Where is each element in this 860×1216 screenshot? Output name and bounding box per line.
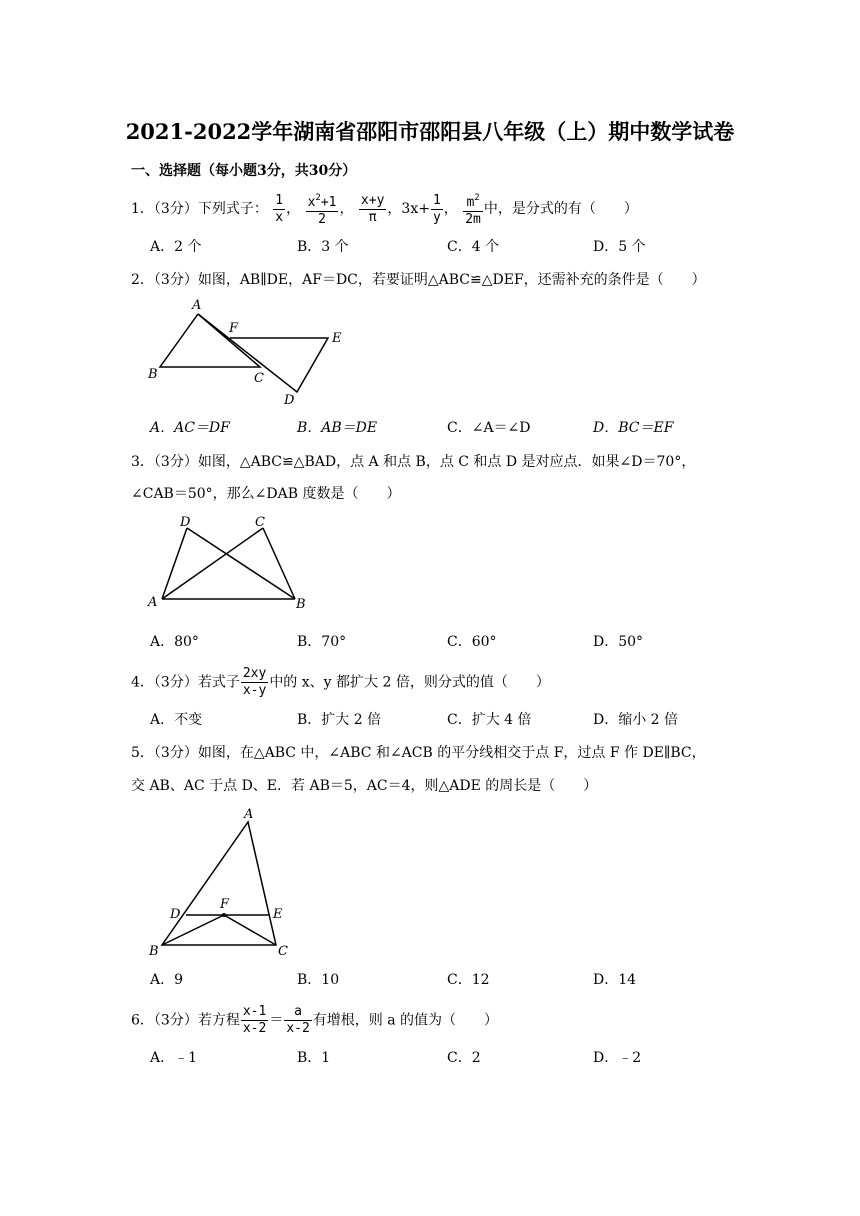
label-b: B bbox=[149, 944, 159, 959]
fraction-numerator: $x^2+1$ bbox=[306, 190, 339, 212]
question-5-line-2: 交 AB、AC 于点 D、E．若 AB＝5，AC＝4，则△ADE 的周长是（ ） bbox=[131, 778, 598, 794]
question-5-line-1: 5．（3分）如图，在△ABC 中，∠ABC 和∠ACB 的平分线相交于点 F，过点 F 作 DE∥BC， bbox=[131, 745, 706, 761]
option-d[interactable]: D．缩小 2 倍 bbox=[593, 712, 679, 728]
label-b: B bbox=[296, 597, 306, 612]
fraction-denominator: x bbox=[275, 209, 284, 225]
option-c[interactable]: C．∠A＝∠D bbox=[447, 420, 531, 436]
option-a[interactable]: A．AC＝DF bbox=[150, 420, 230, 436]
option-d[interactable]: D．﹣2 bbox=[593, 1050, 642, 1066]
fraction-denominator: π bbox=[368, 209, 377, 225]
option-d[interactable]: D．5 个 bbox=[593, 239, 646, 255]
option-a[interactable]: A．80° bbox=[150, 634, 199, 650]
fraction-denominator: 2m bbox=[465, 212, 481, 227]
question-6-tail: 有增根，则 a 的值为（ ） bbox=[312, 1012, 499, 1029]
label-f: F bbox=[229, 321, 239, 336]
option-a[interactable]: A．不变 bbox=[150, 712, 203, 728]
question-4-tail: 中的 x、y 都扩大 2 倍，则分式的值（ ） bbox=[269, 674, 550, 691]
option-c[interactable]: C．2 bbox=[447, 1050, 481, 1066]
segment-ad bbox=[162, 528, 187, 599]
fraction-1-over-y bbox=[431, 193, 443, 226]
option-b[interactable]: B．1 bbox=[297, 1050, 331, 1066]
label-b: B bbox=[148, 367, 158, 382]
equals-sign: ＝ bbox=[269, 1012, 284, 1029]
figure-q5 bbox=[140, 800, 310, 965]
fraction-numerator: $m^2$ bbox=[463, 190, 483, 212]
option-d[interactable]: D．BC＝EF bbox=[593, 420, 674, 436]
question-3-line-1: 3．（3分）如图，△ABC≌△BAD，点 A 和点 B，点 C 和点 D 是对应点．如果∠D＝70°， bbox=[131, 454, 696, 470]
triangle-abc bbox=[162, 822, 276, 945]
triangle-abc bbox=[160, 314, 260, 367]
label-d: D bbox=[170, 907, 181, 922]
fraction-1-over-x bbox=[273, 193, 285, 226]
fraction-numerator: 1 bbox=[275, 192, 284, 208]
option-b[interactable]: B．扩大 2 倍 bbox=[297, 712, 382, 728]
question-4 bbox=[131, 666, 550, 699]
question-1-lead: 1．（3分）下列式子： bbox=[131, 201, 268, 217]
question-1-tail: 中，是分式的有（ ） bbox=[483, 201, 638, 217]
section-heading: 一、选择题（每小题3分，共30分） bbox=[131, 163, 357, 179]
point-f bbox=[222, 913, 226, 917]
fraction-numerator: 2xy bbox=[242, 666, 267, 681]
question-3-line-2: ∠CAB＝50°，那么∠DAB 度数是（ ） bbox=[131, 486, 401, 502]
question-4-lead: 4．（3分）若式子 bbox=[131, 674, 240, 691]
option-b[interactable]: B．3 个 bbox=[297, 239, 349, 255]
label-c: C bbox=[254, 371, 264, 386]
fraction-numerator: x-1 bbox=[242, 1004, 267, 1019]
option-d[interactable]: D．14 bbox=[593, 972, 637, 988]
fraction-numerator: x+y bbox=[360, 192, 385, 208]
label-a: A bbox=[244, 807, 254, 822]
option-b[interactable]: B．70° bbox=[297, 634, 347, 650]
figure-q2 bbox=[140, 292, 360, 412]
fraction-denominator: x-y bbox=[242, 683, 267, 698]
label-f: F bbox=[220, 897, 230, 912]
fraction-a-over-x-minus-2 bbox=[284, 1004, 311, 1037]
question-2-text: 2．（3分）如图，AB∥DE，AF＝DC，若要证明△ABC≌△DEF，还需补充的条件是（ ） bbox=[131, 272, 706, 288]
option-c[interactable]: C．12 bbox=[447, 972, 490, 988]
label-d: D bbox=[284, 393, 295, 408]
fraction-xplusy-over-pi bbox=[359, 193, 386, 226]
fraction-m2-over-2m bbox=[463, 190, 483, 228]
fraction-denominator: y bbox=[432, 209, 441, 225]
label-c: C bbox=[278, 944, 288, 959]
figure-q3 bbox=[140, 510, 320, 615]
segment-ac bbox=[162, 528, 263, 599]
page-title: 2021-2022学年湖南省邵阳市邵阳县八年级（上）期中数学试卷 bbox=[125, 119, 735, 144]
option-c[interactable]: C．4 个 bbox=[447, 239, 500, 255]
option-a[interactable]: A．﹣1 bbox=[150, 1050, 198, 1066]
option-a[interactable]: A．9 bbox=[150, 972, 184, 988]
fraction-denominator: x-2 bbox=[242, 1021, 267, 1036]
fraction-denominator: x-2 bbox=[286, 1021, 310, 1036]
label-e: E bbox=[332, 331, 342, 346]
fraction-denominator: 2 bbox=[318, 212, 326, 227]
label-a: A bbox=[148, 595, 158, 610]
label-d: D bbox=[180, 515, 191, 530]
fraction-numerator: a bbox=[284, 1004, 311, 1021]
option-c[interactable]: C．60° bbox=[447, 634, 497, 650]
option-b[interactable]: B．AB＝DE bbox=[297, 420, 378, 436]
segment-fc bbox=[224, 915, 276, 945]
fraction-x2plus1-over-2 bbox=[306, 190, 339, 228]
fraction-numerator: 1 bbox=[432, 192, 441, 208]
label-e: E bbox=[273, 907, 283, 922]
option-d[interactable]: D．50° bbox=[593, 634, 644, 650]
fraction-2xy-over-x-minus-y bbox=[241, 666, 268, 699]
option-a[interactable]: A．2 个 bbox=[150, 239, 202, 255]
label-a: A bbox=[192, 298, 202, 313]
question-6 bbox=[131, 1004, 498, 1037]
option-b[interactable]: B．10 bbox=[297, 972, 340, 988]
question-1-mid: ，3x+ bbox=[387, 201, 430, 217]
label-c: C bbox=[255, 515, 265, 530]
fraction-x-minus-1-over-x-minus-2 bbox=[241, 1004, 268, 1037]
question-1: 1．（3分）下列式子： $\frac{1}{x}$ ， $\frac{x^2+1}{2}$ ， $\frac{x+y}{\pi}$ ，3x+ $\frac{1}{y}$ ， $\frac{m^2}{2m}$ 中，是分式的有（ ） bbox=[131, 190, 638, 228]
question-6-lead: 6．（3分）若方程 bbox=[131, 1012, 240, 1029]
option-c[interactable]: C．扩大 4 倍 bbox=[447, 712, 532, 728]
